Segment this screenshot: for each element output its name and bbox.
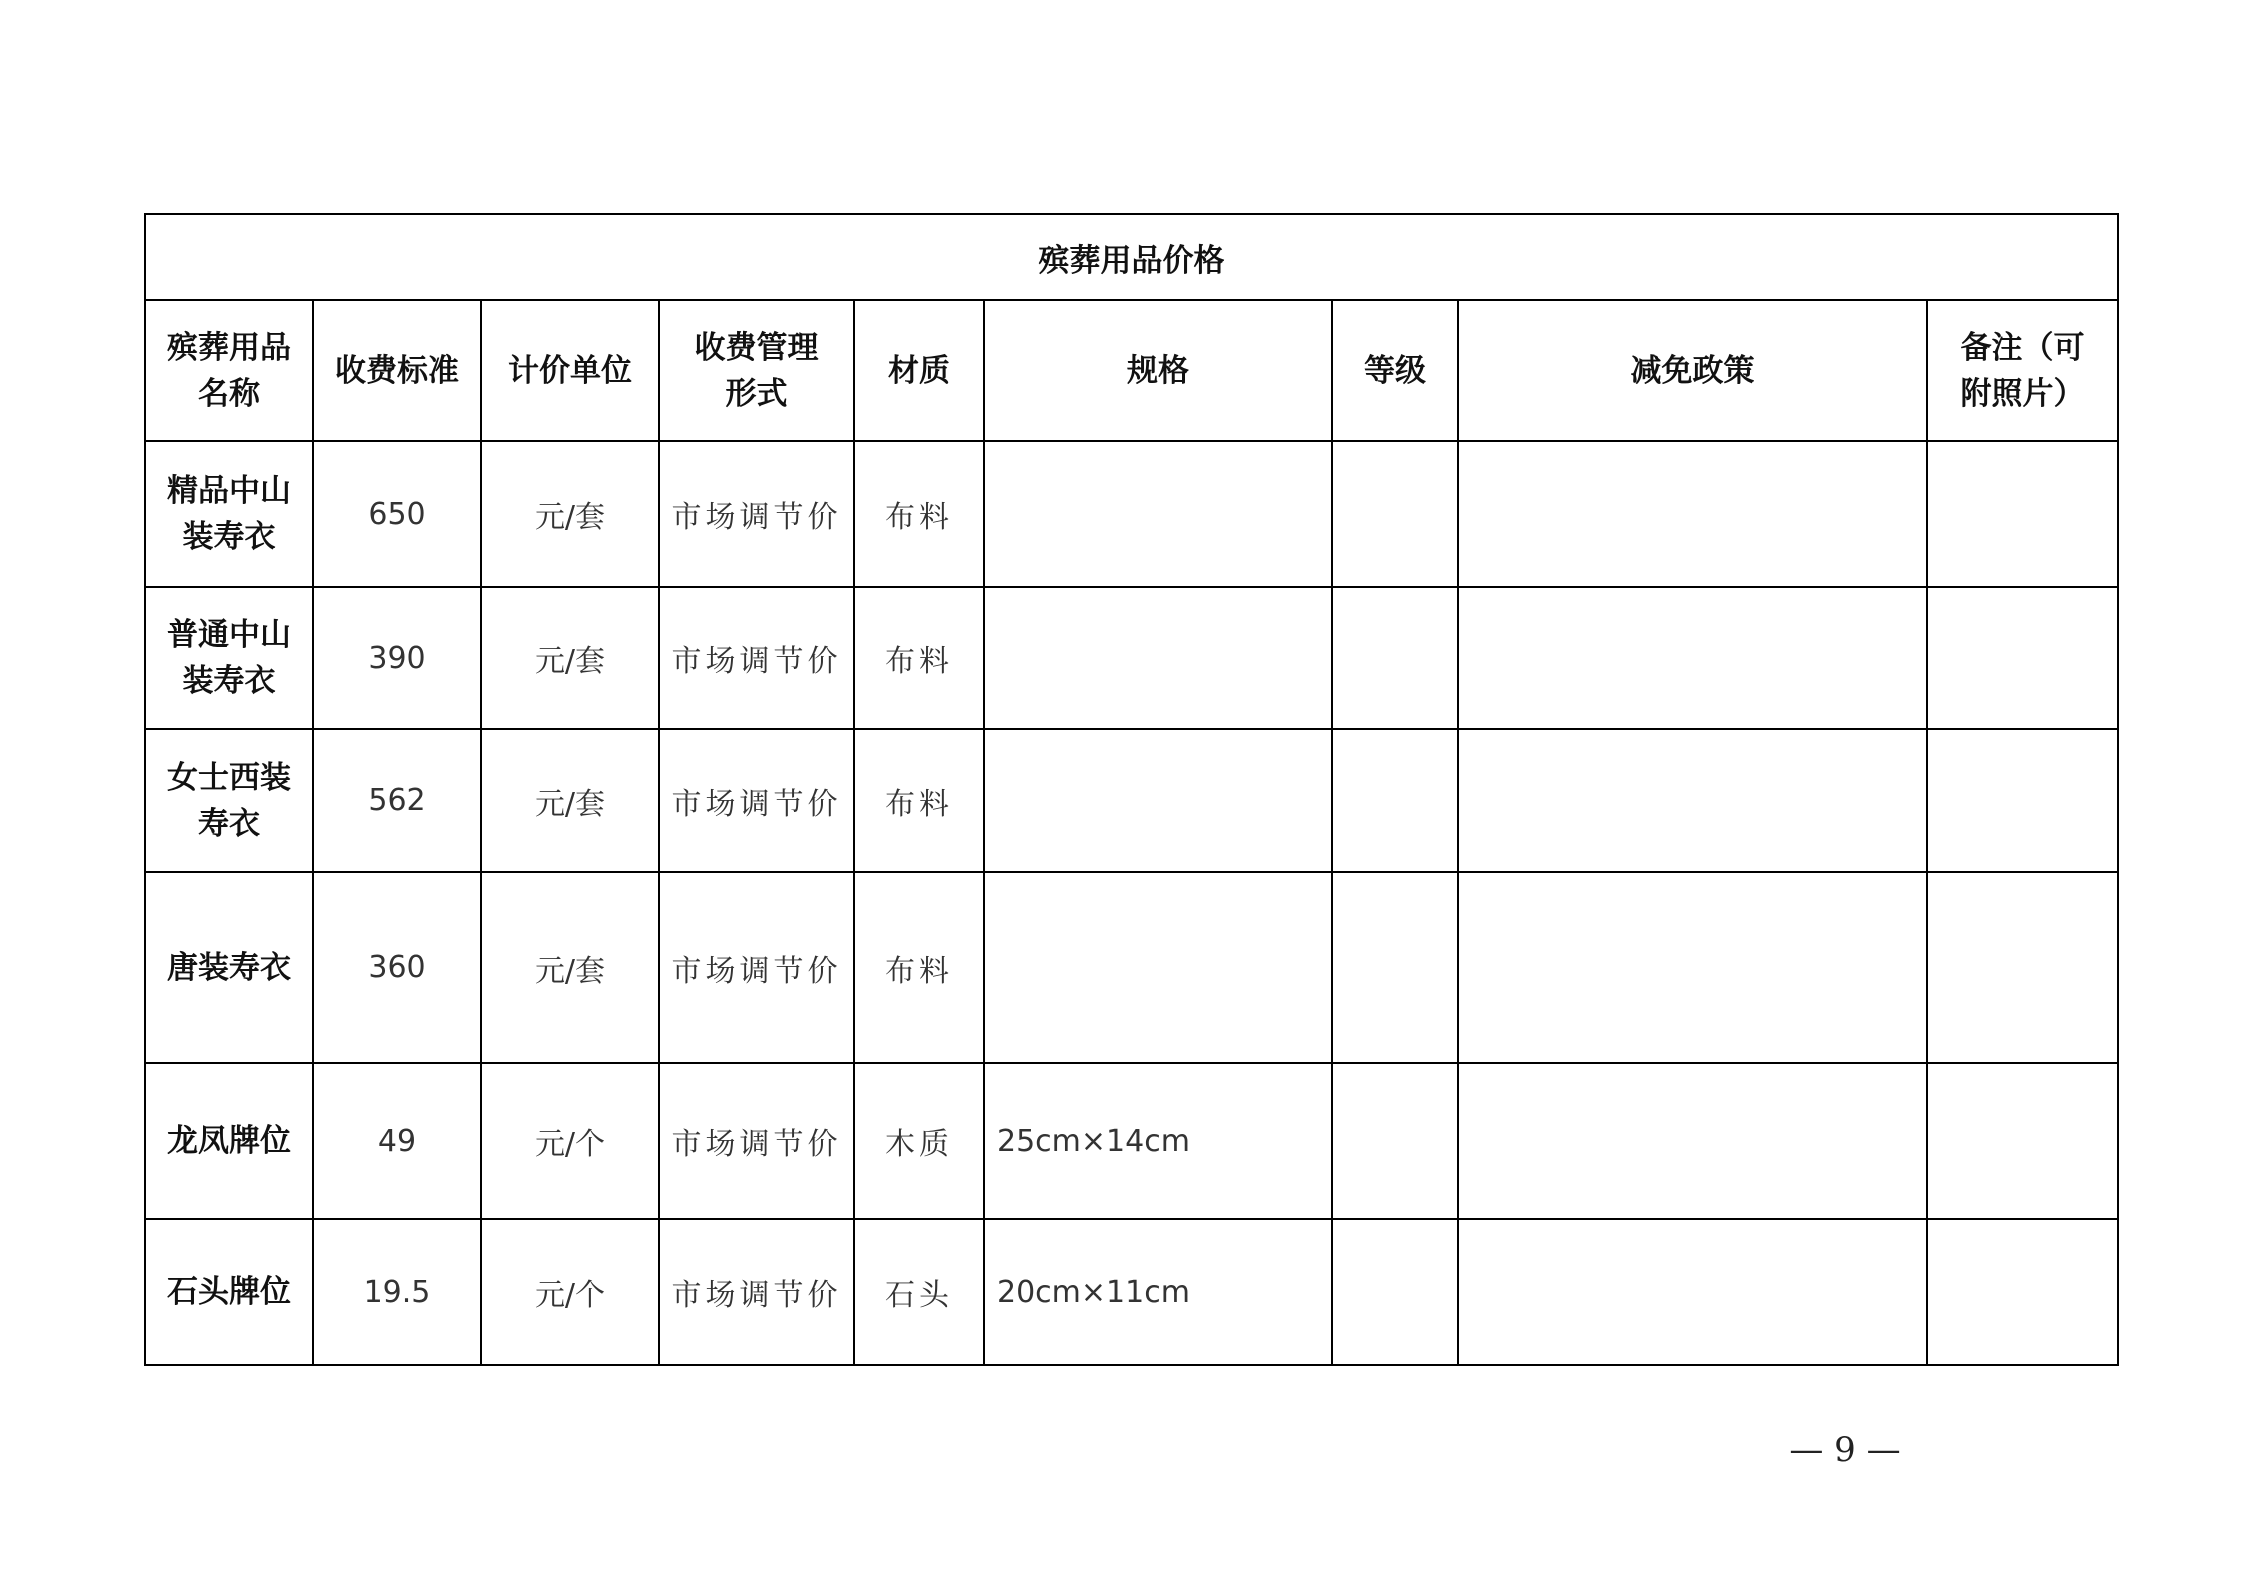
row-spec xyxy=(984,872,1332,1063)
row-material: 布料 xyxy=(854,729,984,872)
header-spec: 规格 xyxy=(984,300,1332,441)
row-remark xyxy=(1927,587,2118,729)
header-standard: 收费标准 xyxy=(313,300,481,441)
header-reduction: 减免政策 xyxy=(1458,300,1927,441)
row-management: 市场调节价 xyxy=(659,587,854,729)
row-name: 唐装寿衣 xyxy=(145,872,313,1063)
row-remark xyxy=(1927,872,2118,1063)
row-management: 市场调节价 xyxy=(659,441,854,587)
row-reduction xyxy=(1458,1219,1927,1365)
row-spec xyxy=(984,587,1332,729)
row-unit: 元/套 xyxy=(481,587,659,729)
row-unit: 元/套 xyxy=(481,872,659,1063)
table-header-row xyxy=(145,300,2118,441)
row-standard: 19.5 xyxy=(313,1219,481,1365)
row-material: 布料 xyxy=(854,587,984,729)
row-name: 龙凤牌位 xyxy=(145,1063,313,1219)
row-grade xyxy=(1332,441,1458,587)
row-spec xyxy=(984,729,1332,872)
row-grade xyxy=(1332,1063,1458,1219)
row-management: 市场调节价 xyxy=(659,872,854,1063)
row-management: 市场调节价 xyxy=(659,1063,854,1219)
row-unit: 元/套 xyxy=(481,441,659,587)
row-name: 精品中山装寿衣 xyxy=(145,441,313,587)
header-management: 收费管理形式 xyxy=(659,300,854,441)
row-management: 市场调节价 xyxy=(659,1219,854,1365)
header-material: 材质 xyxy=(854,300,984,441)
row-standard: 49 xyxy=(313,1063,481,1219)
row-reduction xyxy=(1458,1063,1927,1219)
row-standard: 390 xyxy=(313,587,481,729)
row-material: 布料 xyxy=(854,872,984,1063)
row-reduction xyxy=(1458,729,1927,872)
row-unit: 元/套 xyxy=(481,729,659,872)
table-row xyxy=(145,1063,2118,1219)
row-remark xyxy=(1927,1063,2118,1219)
row-grade xyxy=(1332,1219,1458,1365)
header-name: 殡葬用品名称 xyxy=(145,300,313,441)
row-name: 普通中山装寿衣 xyxy=(145,587,313,729)
table-title: 殡葬用品价格 xyxy=(145,214,2118,300)
header-remark: 备注（可附照片） xyxy=(1927,300,2118,441)
funeral-supplies-price-table xyxy=(144,213,2119,1366)
row-management: 市场调节价 xyxy=(659,729,854,872)
page-number: — 9 — xyxy=(1789,1430,1901,1470)
row-reduction xyxy=(1458,441,1927,587)
row-name: 石头牌位 xyxy=(145,1219,313,1365)
row-reduction xyxy=(1458,872,1927,1063)
table-row xyxy=(145,587,2118,729)
table-row xyxy=(145,441,2118,587)
row-unit: 元/个 xyxy=(481,1063,659,1219)
row-unit: 元/个 xyxy=(481,1219,659,1365)
row-reduction xyxy=(1458,587,1927,729)
row-spec: 20cm×11cm xyxy=(984,1219,1332,1365)
row-standard: 650 xyxy=(313,441,481,587)
row-standard: 562 xyxy=(313,729,481,872)
row-remark xyxy=(1927,1219,2118,1365)
header-unit: 计价单位 xyxy=(481,300,659,441)
row-grade xyxy=(1332,587,1458,729)
header-grade: 等级 xyxy=(1332,300,1458,441)
row-standard: 360 xyxy=(313,872,481,1063)
row-material: 石头 xyxy=(854,1219,984,1365)
table-row xyxy=(145,1219,2118,1365)
row-grade xyxy=(1332,872,1458,1063)
table-row xyxy=(145,729,2118,872)
table-row xyxy=(145,872,2118,1063)
row-material: 布料 xyxy=(854,441,984,587)
row-spec xyxy=(984,441,1332,587)
row-name: 女士西装寿衣 xyxy=(145,729,313,872)
row-remark xyxy=(1927,729,2118,872)
row-material: 木质 xyxy=(854,1063,984,1219)
row-spec: 25cm×14cm xyxy=(984,1063,1332,1219)
row-grade xyxy=(1332,729,1458,872)
row-remark xyxy=(1927,441,2118,587)
